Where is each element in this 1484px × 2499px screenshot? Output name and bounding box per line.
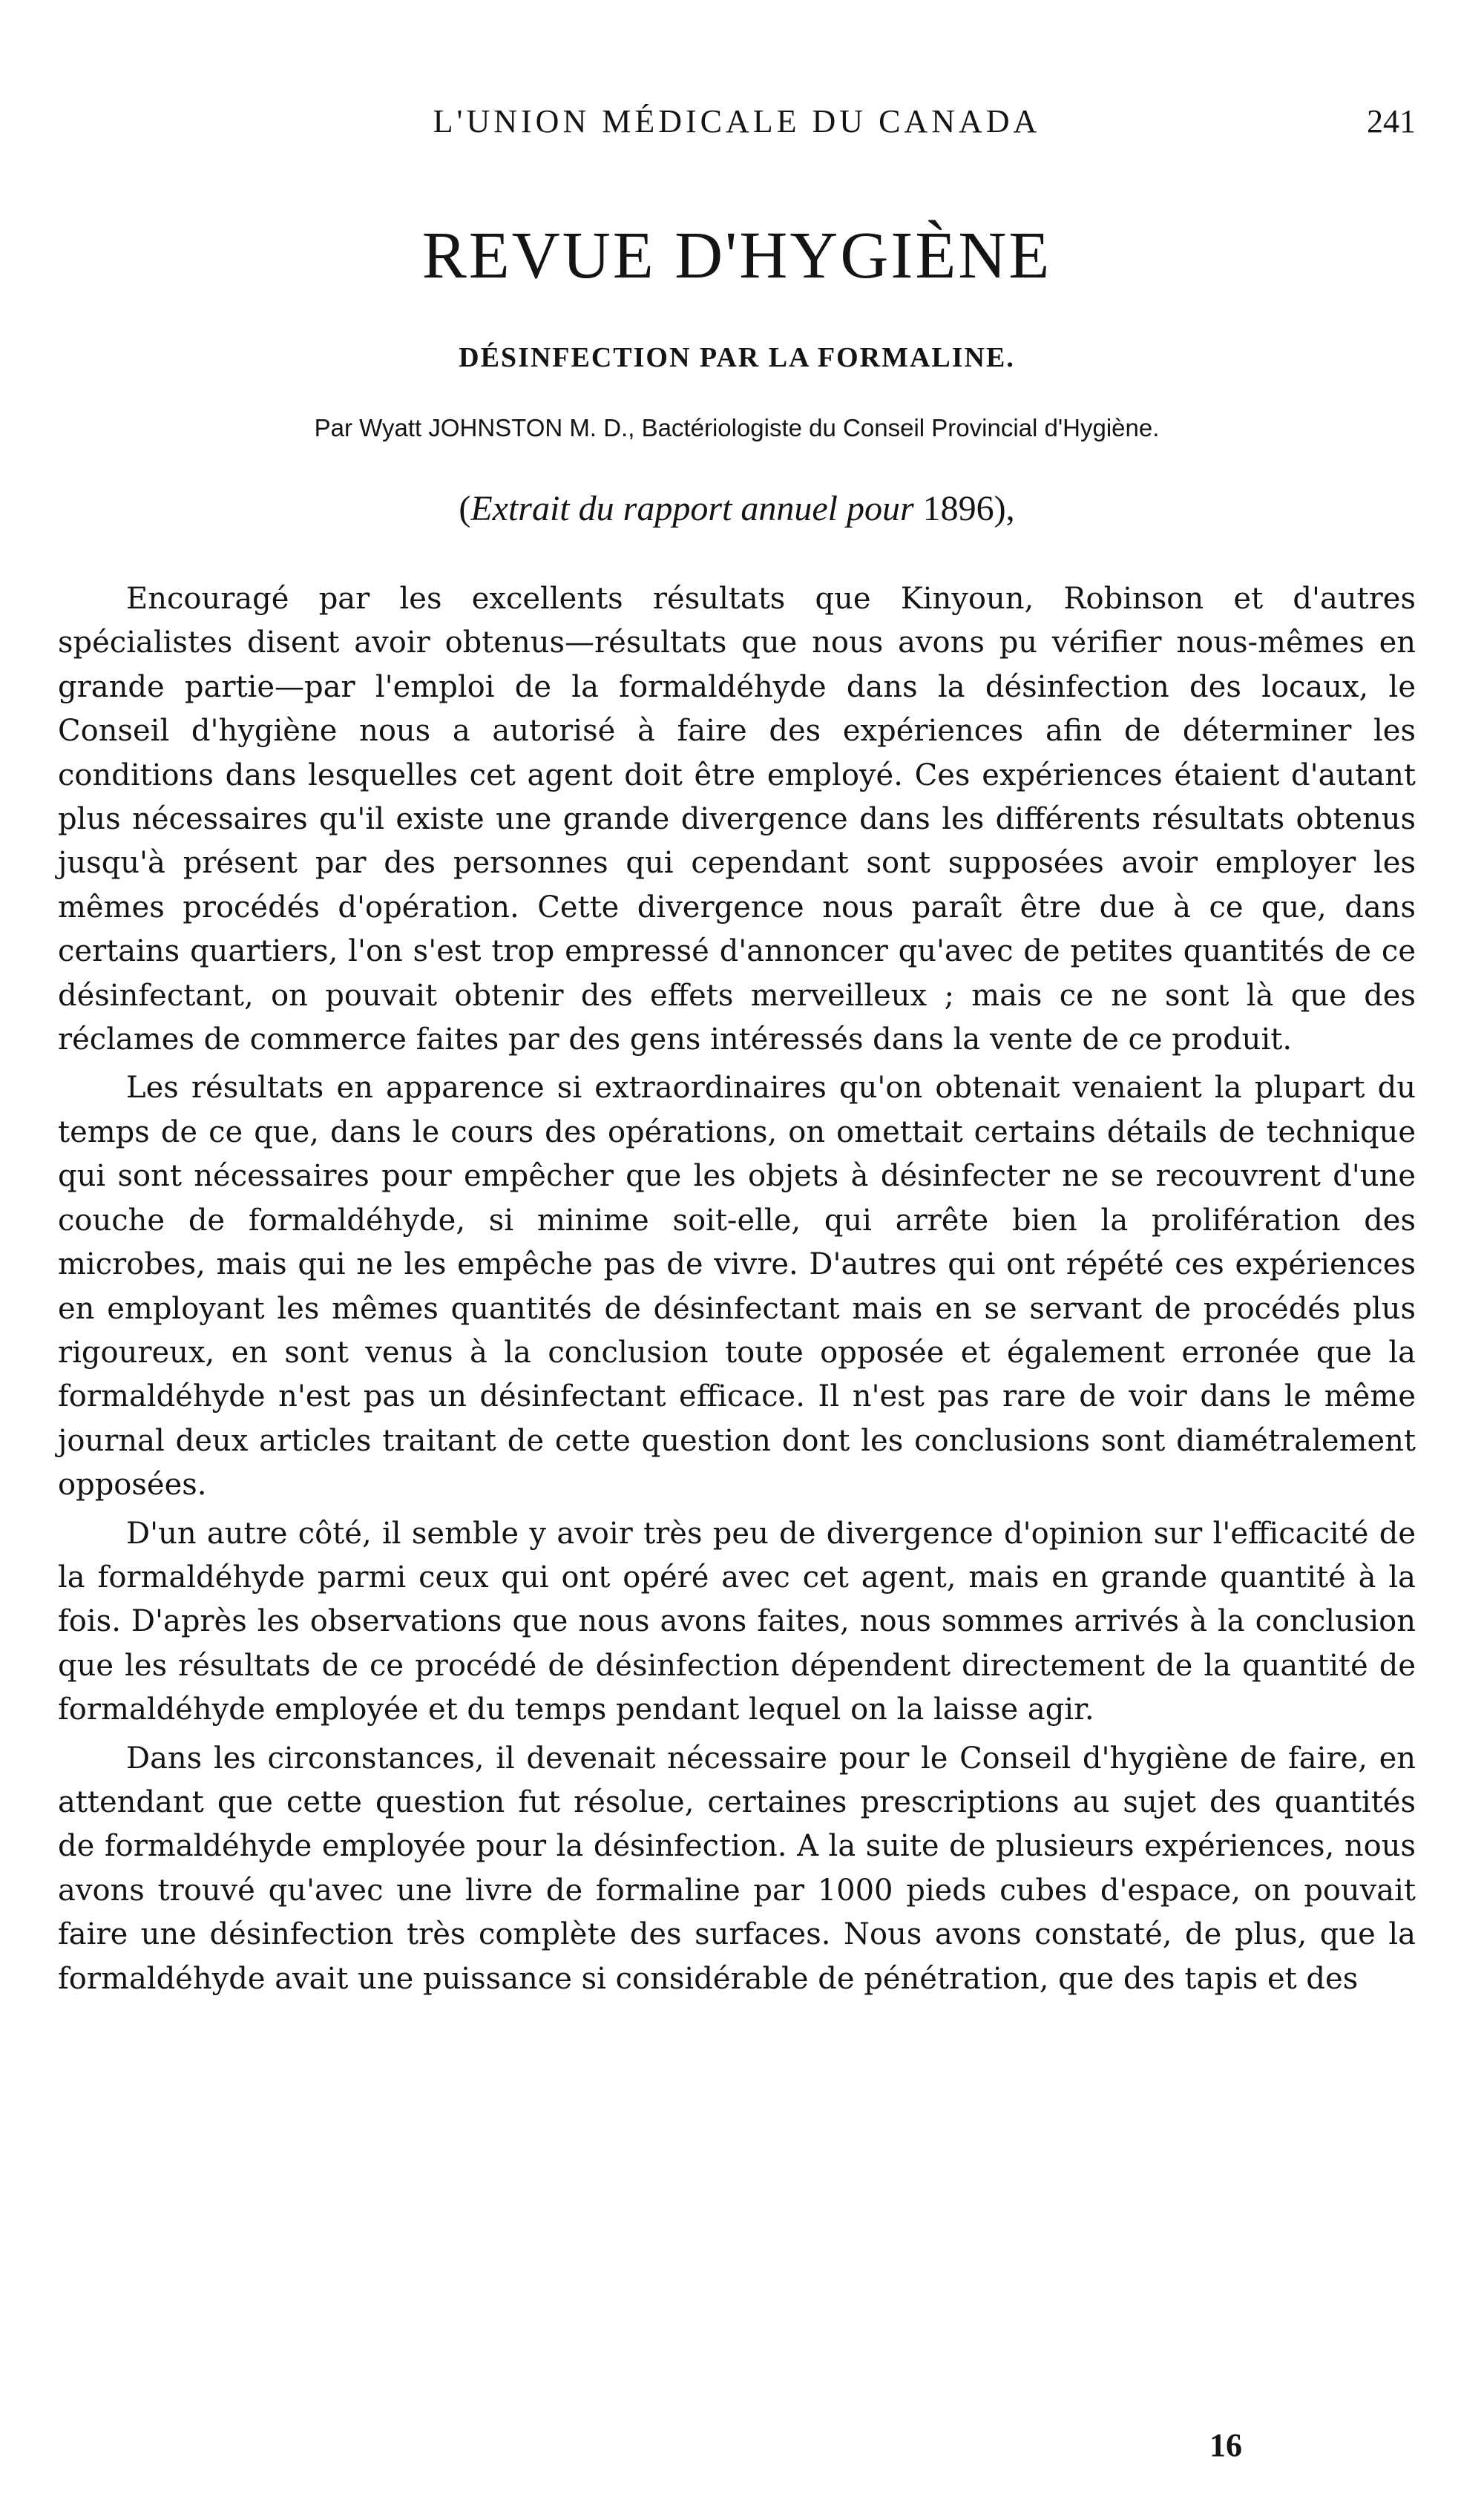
- paragraph-1: Encouragé par les excellents résultats que Kinyoun, Robinson et d'autres spécialistes disent avoir obtenus—résultats que nous avons pu vérifier nous-mêmes en grande partie—par l'emploi de la formaldéhyde dans la désinfection des locaux, le Conseil d'hygiène nous a autorisé à faire des expériences afin de déterminer les conditions dans lesquelles cet agent doit être employé. Ces expériences étaient d'autant plus nécessaires qu'il existe une grande divergence dans les différents résultats obtenus jusqu'à présent par des personnes qui cependant sont supposées avoir employer les mêmes procédés d'opération. Cette divergence nous paraît être due à ce que, dans certains quartiers, l'on s'est trop empressé d'annoncer qu'avec de petites quantités de ce désinfectant, on pouvait obtenir des effets merveilleux ; mais ce ne sont là que des réclames de commerce faites par des gens intéressés dans la vente de ce produit.: [58, 582, 1416, 1057]
- running-head: [58, 102, 1416, 147]
- source-note-open: (: [459, 489, 471, 528]
- source-note-italic: Extrait du rapport annuel pour: [470, 489, 914, 528]
- signature-mark: 16: [1209, 2427, 1242, 2463]
- page-number: 241: [1367, 103, 1416, 139]
- article-title: DÉSINFECTION PAR LA FORMALINE.: [459, 342, 1015, 373]
- section-title: REVUE D'HYGIÈNE: [421, 219, 1052, 292]
- source-note-year: 1896),: [913, 489, 1015, 528]
- paragraph-3: D'un autre côté, il semble y avoir très peu de divergence d'opinion sur l'efficacité de la formaldéhyde parmi ceux qui ont opéré avec cet agent, mais en grande quantité à la fois. D'après les observations que nous avons faites, nous sommes arrivés à la conclusion que les résultats de ce procédé de désinfection dépendent directement de la quantité de formaldéhyde employée et du temps pendant lequel on la laisse agir.: [58, 1516, 1416, 1727]
- journal-title: L'UNION MÉDICALE DU CANADA: [433, 103, 1041, 139]
- article-byline: Par Wyatt JOHNSTON M. D., Bactériologiste du Conseil Provincial d'Hygiène.: [314, 414, 1160, 441]
- paragraph-2: Les résultats en apparence si extraordinaires qu'on obtenait venaient la plupart du temps de ce que, dans le cours des opérations, on omettait certains détails de technique qui sont nécessaires pour empêcher que les objets à désinfecter ne se recouvrent d'une couche de formaldéhyde, si minime soit-elle, qui arrête bien la prolifération des microbes, mais qui ne les empêche pas de vivre. D'autres qui ont répété ces expériences en employant les mêmes quantités de désinfectant mais en se servant de procédés plus rigoureux, en sont venus à la conclusion toute opposée et également erronée que la formaldéhyde n'est pas un désinfectant efficace. Il n'est pas rare de voir dans le même journal deux articles traitant de cette question dont les conclusions sont diamétralement opposées.: [58, 1071, 1416, 1503]
- article-body: [58, 577, 1416, 2006]
- paragraph-4: Dans les circonstances, il devenait nécessaire pour le Conseil d'hygiène de faire, en attendant que cette question fut résolue, certaines prescriptions au sujet des quantités de formaldéhyde employée pour la désinfection. A la suite de plusieurs expériences, nous avons trouvé qu'avec une livre de formaline par 1000 pieds cubes d'espace, on pouvait faire une désinfection très complète des surfaces. Nous avons constaté, de plus, que la formaldéhyde avait une puissance si considérable de pénétration, que des tapis et des: [58, 1741, 1416, 1996]
- source-note: [58, 488, 1416, 529]
